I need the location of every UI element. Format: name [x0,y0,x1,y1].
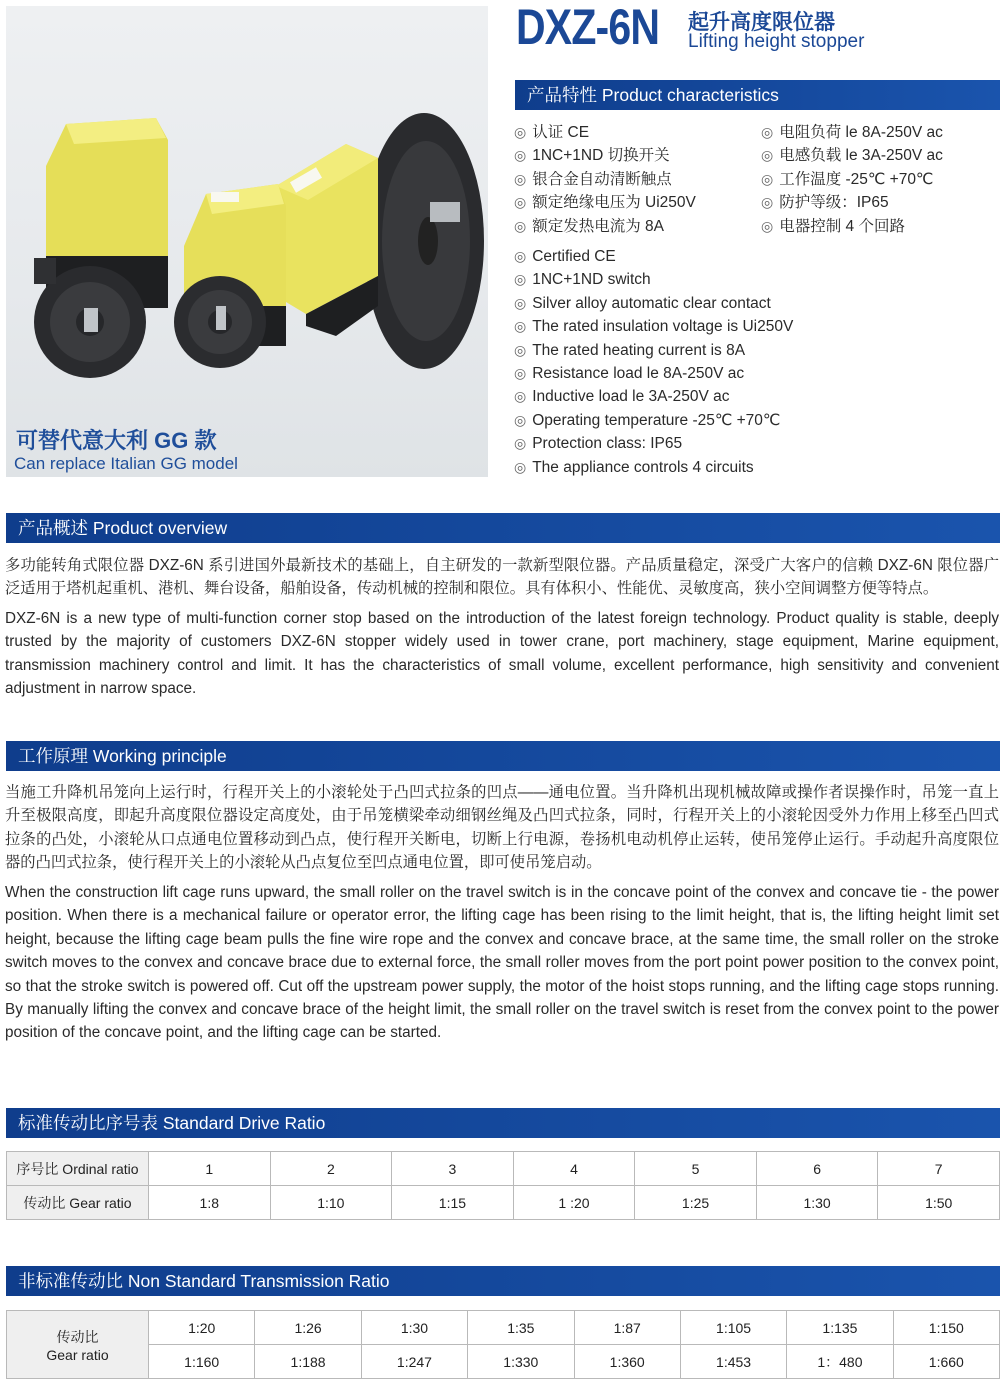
nonstandard-ratio-table [6,1310,1000,1379]
table-cell: 1:20 [149,1311,255,1345]
list-item [761,215,943,238]
table-cell: 1:30 [361,1311,467,1345]
table-cell: 7 [878,1152,1000,1186]
bullet-icon: ◎ [761,217,774,234]
table-cell: 1:360 [574,1345,680,1379]
table-cell: 1:30 [756,1186,878,1220]
bullet-icon: ◎ [761,170,774,187]
bullet-icon: ◎ [514,248,527,264]
bullet-icon: ◎ [761,147,774,164]
list-item-text: 电器控制 4 个回路 [779,217,905,235]
table-cell: 3 [392,1152,514,1186]
photo-caption-en: Can replace Italian GG model [14,454,238,473]
list-item-text: 电阻负荷 le 8A-250V ac [779,124,943,141]
list-item [514,385,793,408]
list-item [514,362,793,385]
product-title-en: Lifting height stopper [688,31,865,52]
characteristics-list-cn-col1 [514,121,696,238]
list-item-text: The rated insulation voltage is Ui250V [532,318,794,336]
list-item [514,292,793,315]
list-item-text: 1NC+1ND 切换开关 [532,147,670,165]
bullet-icon: ◎ [514,271,527,288]
list-item-text: The rated heating current is 8A [532,341,746,359]
overview-text-en: DXZ-6N is a new type of multi-function corner stop based on the introduction of the latest foreign technology. Product quality is stable, deeply trusted by the majority of customers DXZ-6N stopper widely used in tower crane, port machinery, stage equipment, Marine equipment, transmission machinery control and limit. It has the characteristics of small volume, excellent performance, high sensitivity and convenient adjustment in narrow space. [5,610,999,698]
bullet-icon: ◎ [761,194,774,211]
table-cell: 1:87 [574,1311,680,1345]
list-item-text: Operating temperature -25℃ +70℃ [532,411,781,429]
list-item-text: Certified CE [532,248,616,265]
table-row [7,1186,1000,1220]
table-cell: 5 [635,1152,757,1186]
list-item [514,191,696,214]
section-bar-overview: 产品概述 Product overview [6,513,1000,543]
table-cell: 1 :20 [513,1186,635,1220]
table-cell: 1:10 [270,1186,392,1220]
bullet-icon: ◎ [514,341,527,358]
table-cell: 4 [513,1152,635,1186]
list-item [514,409,793,432]
section-bar-working-principle: 工作原理 Working principle [6,741,1000,771]
table-cell: 1:35 [468,1311,574,1345]
table-cell: 1 [149,1152,271,1186]
label-cn: 传动比 [56,1328,99,1345]
list-item [514,315,793,338]
bullet-icon: ◎ [514,318,527,335]
list-item [514,245,793,268]
bullet-icon: ◎ [514,411,527,428]
list-item-text: The appliance controls 4 circuits [532,458,754,476]
bullet-icon: ◎ [514,435,527,452]
list-item [514,268,793,291]
table-cell: 1:25 [635,1186,757,1220]
table-cell: 1:26 [255,1311,361,1345]
bullet-icon: ◎ [514,458,527,475]
list-item-text: 认证 CE [532,124,590,141]
table-cell: 6 [756,1152,878,1186]
list-item-text: Protection class: IP65 [532,435,683,453]
list-item-text: 1NC+1ND switch [532,271,651,289]
list-item [514,144,696,167]
label-en: Gear ratio [46,1346,109,1363]
bullet-icon: ◎ [761,124,774,140]
list-item-text: 额定发热电流为 8A [532,217,664,235]
list-item [761,121,943,144]
bullet-icon: ◎ [514,124,527,140]
model-title: DXZ-6N [516,0,660,55]
section-bar-characteristics: 产品特性 Product characteristics [515,80,1000,110]
list-item [761,168,943,191]
list-item [514,432,793,455]
list-item [514,121,696,144]
list-item-text: 工作温度 -25℃ +70℃ [779,170,934,188]
list-item [761,144,943,167]
list-item [514,168,696,191]
working-text-cn: 当施工升降机吊笼向上运行时，行程开关上的小滚轮处于凸凹式拉条的凹点——通电位置。当升降机出现机械故障或操作者误操作时，吊笼一直上升至极限高度，即起升高度限位器设定高度处，由于吊笼横梁牵动细钢丝绳及凸凹式拉条，同时，行程开关上的小滚轮因受外力作用上移至凸凹式拉条的凸处，小滚轮从口点通电位置移动到凸点，使行程开关断电，切断上行电源，卷扬机电动机停止运转，使吊笼停止运行。手动起升高度限位器的凸凹式拉条，使行程开关上的小滚轮从凸点复位至凹点通电位置，即可使吊笼启动。 [5,784,999,872]
bullet-icon: ◎ [514,147,527,164]
overview-text-cn: 多功能转角式限位器 DXZ-6N 系引进国外最新技术的基础上，自主研发的一款新型限位器。产品质量稳定，深受广大客户的信赖 DXZ-6N 限位器广泛适用于塔机起重机、港机、舞台设备，船舶设备，传动机械的控制和限位。具有体积小、性能优、灵敏度高，狭小空间调整方便等特点。 [5,557,999,598]
list-item-text: 银合金自动清断触点 [532,170,672,188]
row-label-gear: 传动比 Gear ratio [7,1186,149,1220]
bullet-icon: ◎ [514,194,527,211]
product-photo [6,6,488,477]
table-cell: 1：480 [787,1345,893,1379]
table-cell: 2 [270,1152,392,1186]
table-cell: 1:15 [392,1186,514,1220]
table-cell: 1:105 [680,1311,786,1345]
table-cell: 1:150 [893,1311,999,1345]
bullet-icon: ◎ [514,170,527,187]
list-item-text: 电感负载 le 3A-250V ac [779,147,943,165]
table-cell: 1:660 [893,1345,999,1379]
characteristics-list-en [514,245,793,479]
table-cell: 1:330 [468,1345,574,1379]
list-item-text: 额定绝缘电压为 Ui250V [532,194,696,212]
list-item [514,339,793,362]
characteristics-list-cn-col2 [761,121,943,238]
photo-caption-cn: 可替代意大利 GG 款 [16,428,217,453]
list-item [761,191,943,214]
product-illustration [6,6,488,477]
row-label-gear-ratio [7,1311,149,1379]
standard-ratio-table [6,1151,1000,1220]
table-cell: 1:188 [255,1345,361,1379]
table-cell: 1:247 [361,1345,467,1379]
working-text-en: When the construction lift cage runs upward, the small roller on the travel switch is in the concave point of the convex and concave tie - the power position. When there is a mechanical failure or operator error, the lifting cage has been rising to the limit height, that is, the lifting height limit set height, because the lifting cage beam pulls the fine wire rope and the convex and concave brace, at the same time, the small roller on the stroke switch moves to the convex and concave brace due to external force, the small roller moves from the port point power position to the convex point, so that the stroke switch is powered off. Cut off the upstream power supply, the motor of the hoist stops running, and the lifting cage stops running. By manually lifting the convex and concave brace of the height limit, the small roller on the travel switch is reset from the convex point to the power position of the concave point, and the lifting cage can be started. [5,884,999,1042]
table-cell: 1:453 [680,1345,786,1379]
bullet-icon: ◎ [514,217,527,234]
bullet-icon: ◎ [514,294,527,311]
list-item [514,215,696,238]
list-item-text: Silver alloy automatic clear contact [532,294,771,312]
section-bar-standard-ratio: 标准传动比序号表 Standard Drive Ratio [6,1108,1000,1138]
row-label-ordinal: 序号比 Ordinal ratio [7,1152,149,1186]
table-row [7,1345,1000,1379]
table-cell: 1:160 [149,1345,255,1379]
list-item [514,456,793,479]
table-row [7,1152,1000,1186]
product-title-cn: 起升高度限位器 [688,11,835,34]
bullet-icon: ◎ [514,388,527,405]
table-row [7,1311,1000,1345]
section-bar-nonstandard-ratio: 非标准传动比 Non Standard Transmission Ratio [6,1266,1000,1296]
table-cell: 1:8 [149,1186,271,1220]
list-item-text: Resistance load le 8A-250V ac [532,364,745,382]
table-cell: 1:50 [878,1186,1000,1220]
list-item-text: 防护等级：IP65 [779,194,889,212]
bullet-icon: ◎ [514,364,527,381]
table-cell: 1:135 [787,1311,893,1345]
list-item-text: Inductive load le 3A-250V ac [532,388,730,406]
